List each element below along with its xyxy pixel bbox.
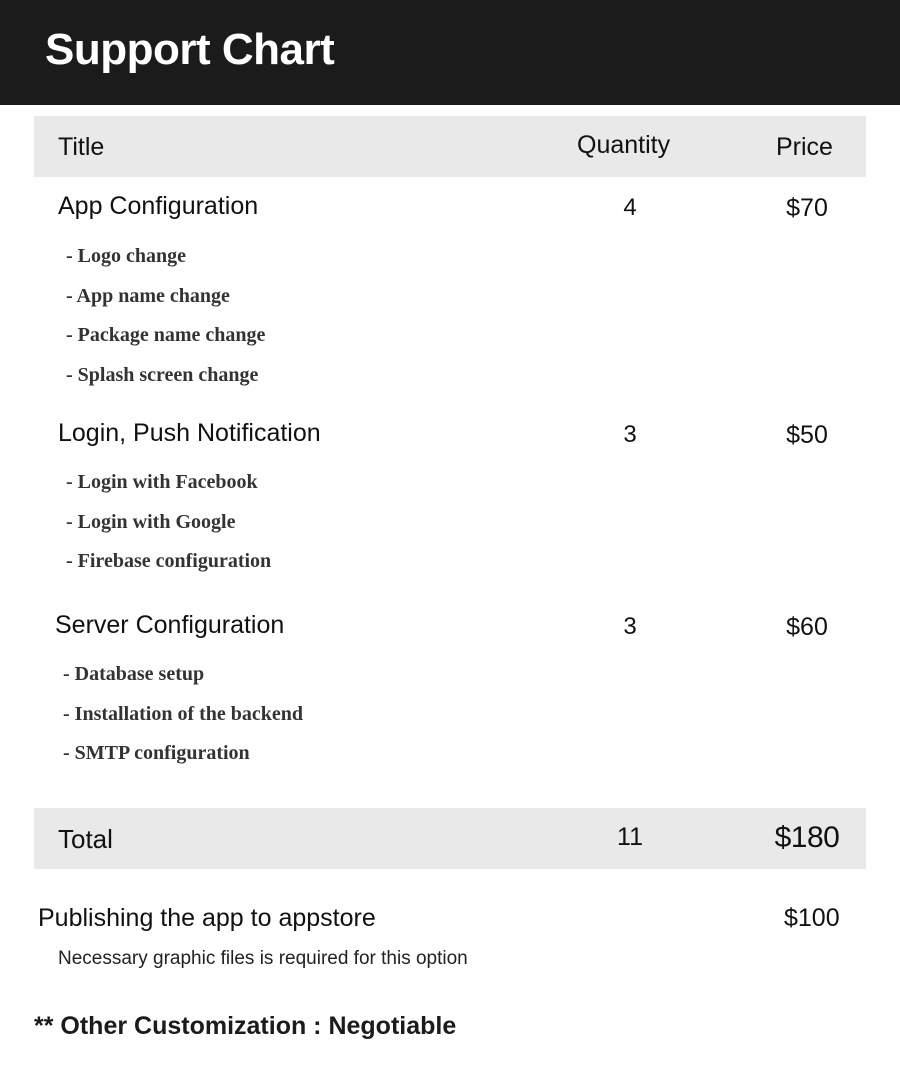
item-sub-list xyxy=(63,661,303,780)
item-title: Login, Push Notification xyxy=(58,419,321,447)
item-title: App Configuration xyxy=(58,192,259,220)
total-band xyxy=(34,808,866,869)
sub-item: - Database setup xyxy=(63,663,205,685)
sub-item: - Login with Facebook xyxy=(66,471,258,493)
item-quantity: 4 xyxy=(623,194,637,221)
total-quantity: 11 xyxy=(617,823,643,851)
item-sub-list xyxy=(66,469,271,588)
column-header-price: Price xyxy=(776,133,833,161)
item-quantity: 3 xyxy=(623,613,637,640)
column-header-quantity: Quantity xyxy=(577,131,671,159)
sub-item: - App name change xyxy=(66,284,230,307)
sub-item: - Firebase configuration xyxy=(66,550,272,573)
publishing-title: Publishing the app to appstore xyxy=(38,904,376,932)
publishing-price: $100 xyxy=(784,904,840,932)
column-header-title: Title xyxy=(58,133,105,161)
sub-item: - Installation of the backend xyxy=(63,702,304,725)
sub-item: - Splash screen change xyxy=(66,364,259,387)
publishing-note: Necessary graphic files is required for this option xyxy=(58,948,468,969)
total-label: Total xyxy=(58,824,113,854)
sub-item: - SMTP configuration xyxy=(63,742,250,765)
item-price: $60 xyxy=(786,613,828,641)
item-quantity: 3 xyxy=(623,421,637,448)
sub-item: - Login with Google xyxy=(66,510,236,533)
sub-item: - Logo change xyxy=(66,245,186,267)
page-title: Support Chart xyxy=(45,25,335,74)
total-price: $180 xyxy=(774,821,840,854)
sub-item: - Package name change xyxy=(66,324,266,347)
customization-note: ** Other Customization : Negotiable xyxy=(34,1012,457,1040)
item-price: $50 xyxy=(786,421,828,449)
item-sub-list xyxy=(66,243,265,402)
item-title: Server Configuration xyxy=(55,611,285,639)
item-price: $70 xyxy=(786,194,828,222)
column-header-band xyxy=(34,116,866,177)
